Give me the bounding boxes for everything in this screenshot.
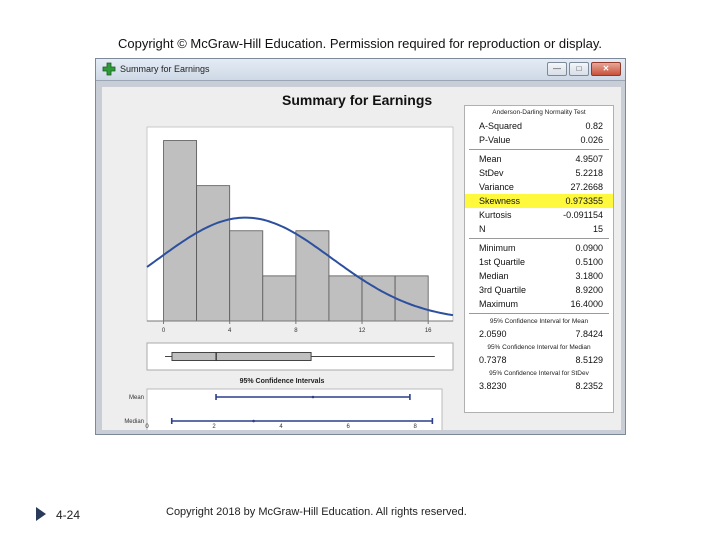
minimize-button[interactable]: — <box>547 62 567 76</box>
close-button[interactable]: ✕ <box>591 62 621 76</box>
stats-divider <box>469 149 609 150</box>
stat-row-third-quartile: 3rd Quartile 8.9200 <box>479 285 603 295</box>
histogram-x-tick-label: 12 <box>358 328 366 334</box>
normality-title: Anderson-Darling Normality Test <box>492 109 586 116</box>
stat-row-mean: Mean 4.9507 <box>479 154 603 164</box>
stat-row-first-quartile: 1st Quartile 0.5100 <box>479 257 603 267</box>
ci-interval-center <box>252 420 255 423</box>
stat-row-median: Median 3.1800 <box>479 271 603 281</box>
ci-x-tick-label: 0 <box>145 424 149 430</box>
ci-x-tick-label: 2 <box>212 424 216 430</box>
window-titlebar[interactable] <box>96 59 625 81</box>
ci-mean-title: 95% Confidence Interval for Mean <box>489 318 589 325</box>
report-title: Summary for Earnings <box>282 92 433 108</box>
stat-row-a-squared: A-Squared 0.82 <box>479 121 603 131</box>
plus-cross-icon <box>102 62 116 76</box>
histogram-x-tick-label: 0 <box>161 328 166 334</box>
histogram-bar <box>329 276 362 321</box>
ci-stdev-values: 3.8230 8.2352 <box>479 381 603 391</box>
statistics-panel <box>464 105 614 413</box>
stat-row-skewness: Skewness 0.973355 <box>465 194 613 208</box>
histogram-x-tick-label: 16 <box>424 328 432 334</box>
ci-chart-frame <box>147 389 442 430</box>
header-copyright: Copyright © McGraw-Hill Education. Permission required for reproduction or display. <box>117 36 603 51</box>
stat-row-kurtosis: Kurtosis -0.091154 <box>479 210 603 220</box>
ci-interval-center <box>312 396 315 399</box>
ci-median-values: 0.7378 8.5129 <box>479 355 603 365</box>
histogram-x-tick-label: 4 <box>228 328 232 334</box>
ci-chart-title: 95% Confidence Intervals <box>239 378 325 385</box>
ci-x-tick-label: 8 <box>413 424 417 430</box>
stats-divider <box>469 238 609 239</box>
ci-mean-values: 2.0590 7.8424 <box>479 329 603 339</box>
slide-number: 4-24 <box>56 508 81 522</box>
ci-stdev-title: 95% Confidence Interval for StDev <box>489 370 589 377</box>
stats-divider <box>469 313 609 314</box>
ci-row-label: Mean <box>128 395 144 401</box>
window-title: Summary for Earnings <box>120 64 210 74</box>
histogram-bar <box>395 276 428 321</box>
stat-row-p-value: P-Value 0.026 <box>479 135 603 145</box>
histogram-bar <box>263 276 296 321</box>
ci-x-tick-label: 4 <box>279 424 283 430</box>
maximize-button[interactable]: □ <box>569 62 589 76</box>
stat-row-variance: Variance 27.2668 <box>479 182 603 192</box>
histogram-bar <box>197 186 230 321</box>
stat-row-n: N 15 <box>479 224 603 234</box>
summary-window <box>95 58 626 435</box>
histogram-bar <box>230 231 263 321</box>
histogram-bar <box>164 141 197 321</box>
boxplot-box <box>172 353 311 361</box>
ci-row-label: Median <box>124 419 144 425</box>
footer-copyright: Copyright 2018 by McGraw-Hill Education. All rights reserved. <box>166 506 467 518</box>
graph-canvas <box>102 87 621 430</box>
stat-row-maximum: Maximum 16.4000 <box>479 299 603 309</box>
plots-area <box>102 87 462 430</box>
histogram-x-tick-label: 8 <box>294 328 298 334</box>
slide-marker-arrow-icon <box>36 507 46 521</box>
ci-median-title: 95% Confidence Interval for Median <box>487 344 591 351</box>
stat-row-minimum: Minimum 0.0900 <box>479 243 603 253</box>
ci-x-tick-label: 6 <box>346 424 350 430</box>
stat-row-stdev: StDev 5.2218 <box>479 168 603 178</box>
